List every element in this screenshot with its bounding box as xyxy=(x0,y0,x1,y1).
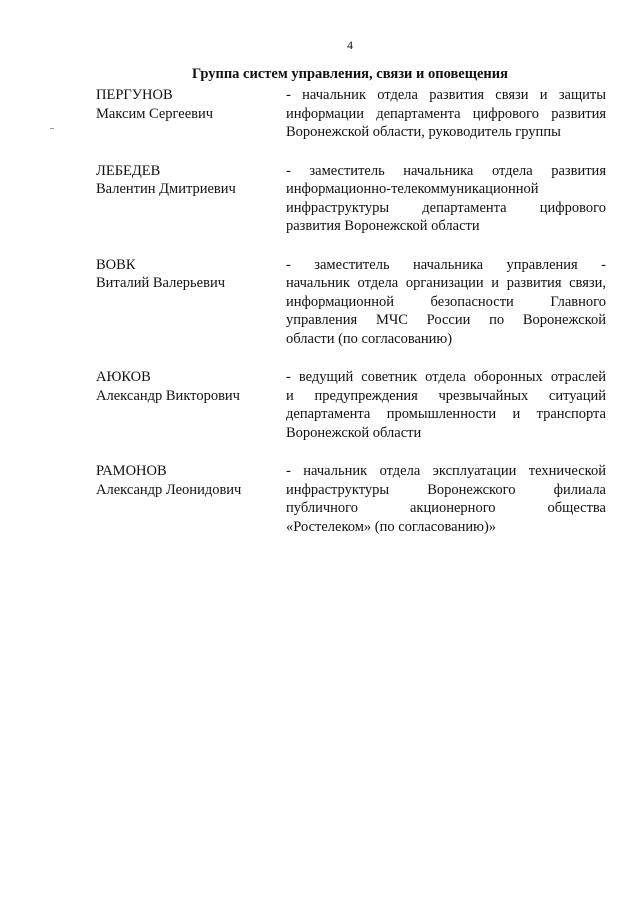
role-line: публичного акционерного общества xyxy=(286,500,606,516)
role-line: управления МЧС России по Воронежской xyxy=(286,312,606,328)
role-line: департамента промышленности и транспорта xyxy=(286,406,606,422)
role-line: инфраструктуры Воронежского филиала xyxy=(286,481,606,498)
member-role xyxy=(286,86,606,142)
member-given-names: Максим Сергеевич xyxy=(96,105,214,122)
role-line: развития Воронежской области xyxy=(286,218,480,234)
member-role xyxy=(286,162,606,236)
role-line: «Ростелеком» (по согласованию)» xyxy=(286,518,497,535)
section-title: Группа систем управления, связи и оповещения xyxy=(192,66,508,82)
member-entry xyxy=(96,256,606,349)
member-entry xyxy=(96,162,606,236)
role-line: - начальник отдела эксплуатации технической xyxy=(286,463,606,479)
page-number: 4 xyxy=(347,38,353,52)
member-surname: АЮКОВ xyxy=(96,369,151,385)
role-line: инфраструктуры департамента цифрового xyxy=(286,199,606,216)
member-list xyxy=(96,86,606,556)
member-given-names: Александр Викторович xyxy=(96,387,240,404)
member-name-block xyxy=(96,256,286,349)
role-line: - начальник отдела развития связи и защиты xyxy=(286,87,606,103)
member-given-names: Виталий Валерьевич xyxy=(96,275,225,291)
member-surname: ПЕРГУНОВ xyxy=(96,87,173,103)
role-line: Воронежской области xyxy=(286,424,422,441)
member-entry xyxy=(96,86,606,142)
member-given-names: Валентин Дмитриевич xyxy=(96,181,236,197)
role-line: - заместитель начальника управления - xyxy=(286,256,606,273)
role-line: - ведущий советник отдела оборонных отраслей xyxy=(286,369,606,385)
member-name-block xyxy=(96,462,286,536)
role-line: и предупреждения чрезвычайных ситуаций xyxy=(286,387,606,404)
role-line: начальник отдела организации и развития связи, xyxy=(286,275,606,291)
role-line: информации департамента цифрового развития xyxy=(286,105,606,122)
member-surname: РАМОНОВ xyxy=(96,463,167,479)
member-entry xyxy=(96,462,606,536)
member-surname: ЛЕБЕДЕВ xyxy=(96,162,161,179)
role-line: области (по согласованию) xyxy=(286,330,453,347)
member-role xyxy=(286,368,606,442)
member-surname: ВОВК xyxy=(96,256,136,273)
member-entry xyxy=(96,368,606,442)
role-line: информационно-телекоммуникационной xyxy=(286,181,539,197)
member-name-block xyxy=(96,86,286,142)
role-line: Воронежской области, руководитель группы xyxy=(286,124,561,140)
role-line: - заместитель начальника отдела развития xyxy=(286,162,606,179)
member-name-block xyxy=(96,368,286,442)
member-name-block xyxy=(96,162,286,236)
member-given-names: Александр Леонидович xyxy=(96,481,242,498)
scan-artifact-mark xyxy=(50,128,54,129)
role-line: информационной безопасности Главного xyxy=(286,293,606,310)
member-role xyxy=(286,462,606,536)
member-role xyxy=(286,256,606,349)
